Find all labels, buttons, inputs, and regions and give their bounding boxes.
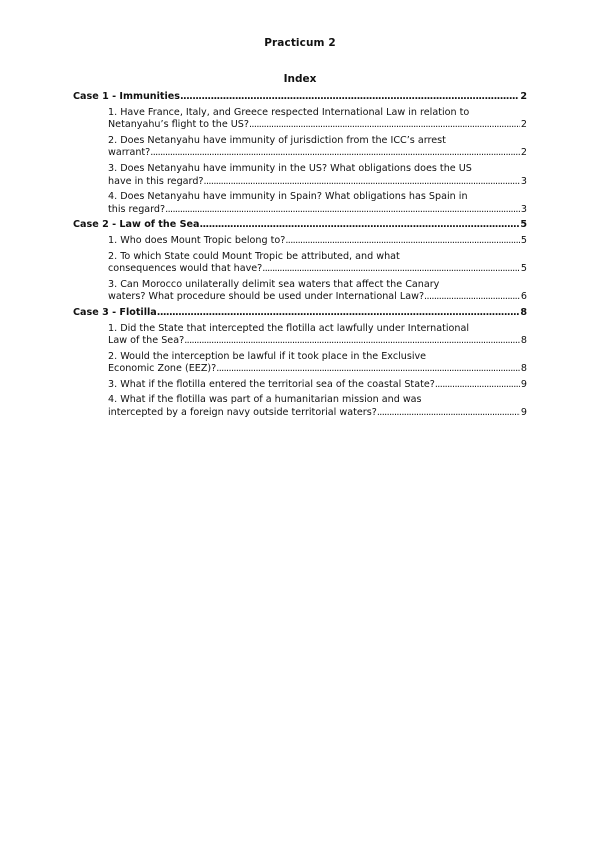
- dot-leader: [424, 291, 520, 304]
- toc-question-text: 1. Have France, Italy, and Greece respected International Law in relation to: [108, 106, 470, 118]
- document-title: Practicum 2: [264, 37, 336, 49]
- toc-case-entry[interactable]: [73, 91, 527, 104]
- dot-leader: [377, 407, 520, 420]
- toc-case-label: Case 1 - Immunities: [73, 91, 181, 102]
- toc-question-entry[interactable]: [108, 235, 527, 248]
- toc-question-text-end: Economic Zone (EEZ)?: [108, 363, 217, 375]
- toc-question-text-end: this regard?: [108, 203, 166, 215]
- dot-leader: [199, 219, 519, 232]
- toc-page-number: 8: [520, 335, 527, 347]
- toc-question-text-end: Netanyahu’s flight to the US?: [108, 119, 249, 131]
- toc-page-number: 5: [520, 219, 527, 231]
- toc-question-text-end: Law of the Sea?: [108, 335, 185, 347]
- toc-question-text: 4. Does Netanyahu have immunity in Spain? What obligations has Spain in: [108, 191, 468, 203]
- toc-question-text-end: waters? What procedure should be used under International Law?: [108, 291, 425, 303]
- toc-page-number: 3: [520, 175, 527, 187]
- dot-leader: [184, 335, 520, 348]
- dot-leader: [249, 119, 520, 132]
- toc-page-number: 3: [520, 203, 527, 215]
- index-heading: Index: [283, 73, 317, 85]
- toc-question-entry[interactable]: [108, 163, 527, 188]
- toc-page-number: 8: [520, 363, 527, 375]
- toc-page-number: 5: [520, 263, 527, 275]
- toc-page-number: 5: [520, 234, 527, 246]
- toc-page-number: 8: [520, 306, 527, 318]
- toc-question-text-end: warrant?: [108, 147, 151, 159]
- toc-page-number: 9: [520, 407, 527, 419]
- toc-case-entry[interactable]: [73, 219, 527, 232]
- toc-question-entry[interactable]: [108, 379, 527, 392]
- toc-question-text: 4. What if the flotilla was part of a humanitarian mission and was: [108, 394, 422, 406]
- toc-case-label: Case 3 - Flotilla: [73, 306, 157, 318]
- toc-question-text: 1. Who does Mount Tropic belong to?: [108, 234, 286, 246]
- toc-page-number: 2: [520, 147, 527, 159]
- dot-leader: [150, 147, 520, 160]
- toc-question-entry[interactable]: [108, 323, 527, 348]
- toc-question-entry[interactable]: [108, 107, 527, 132]
- toc-case-entry[interactable]: [73, 307, 527, 320]
- toc-page-number: 6: [520, 291, 527, 303]
- toc-question-text-end: have in this regard?: [108, 175, 204, 187]
- dot-leader: [435, 379, 520, 392]
- dot-leader: [204, 176, 520, 189]
- toc-question-text-end: intercepted by a foreign navy outside territorial waters?: [108, 407, 377, 419]
- toc-question-entry[interactable]: [108, 191, 527, 216]
- toc-page-number: 2: [520, 119, 527, 131]
- dot-leader: [216, 363, 520, 376]
- toc-question-entry[interactable]: [108, 279, 527, 304]
- toc-case-label: Case 2 - Law of the Sea: [73, 219, 200, 231]
- toc-page-number: 9: [520, 378, 527, 390]
- toc-question-entry[interactable]: [108, 394, 527, 419]
- toc-question-text: 2. Does Netanyahu have immunity of jurisdiction from the ICC’s arrest: [108, 134, 446, 146]
- dot-leader: [157, 307, 520, 320]
- dot-leader: [165, 204, 520, 217]
- toc-page-number: 2: [520, 91, 527, 102]
- toc-question-entry[interactable]: [108, 351, 527, 376]
- toc-question-text-end: consequences would that have?: [108, 263, 263, 275]
- dot-leader: [180, 91, 519, 104]
- toc-question-text: 2. Would the interception be lawful if it took place in the Exclusive: [108, 350, 427, 362]
- toc-question-text: 3. What if the flotilla entered the territorial sea of the coastal State?: [108, 378, 435, 390]
- toc-question-text: 1. Did the State that intercepted the flotilla act lawfully under International: [108, 322, 470, 334]
- dot-leader: [262, 263, 520, 276]
- toc-question-text: 2. To which State could Mount Tropic be attributed, and what: [108, 250, 400, 262]
- toc-question-entry[interactable]: [108, 135, 527, 160]
- toc-question-text: 3. Does Netanyahu have immunity in the US? What obligations does the US: [108, 162, 472, 174]
- toc-question-entry[interactable]: [108, 251, 527, 276]
- dot-leader: [285, 235, 520, 248]
- toc-question-text: 3. Can Morocco unilaterally delimit sea waters that affect the Canary: [108, 278, 440, 290]
- table-of-contents: [73, 91, 527, 423]
